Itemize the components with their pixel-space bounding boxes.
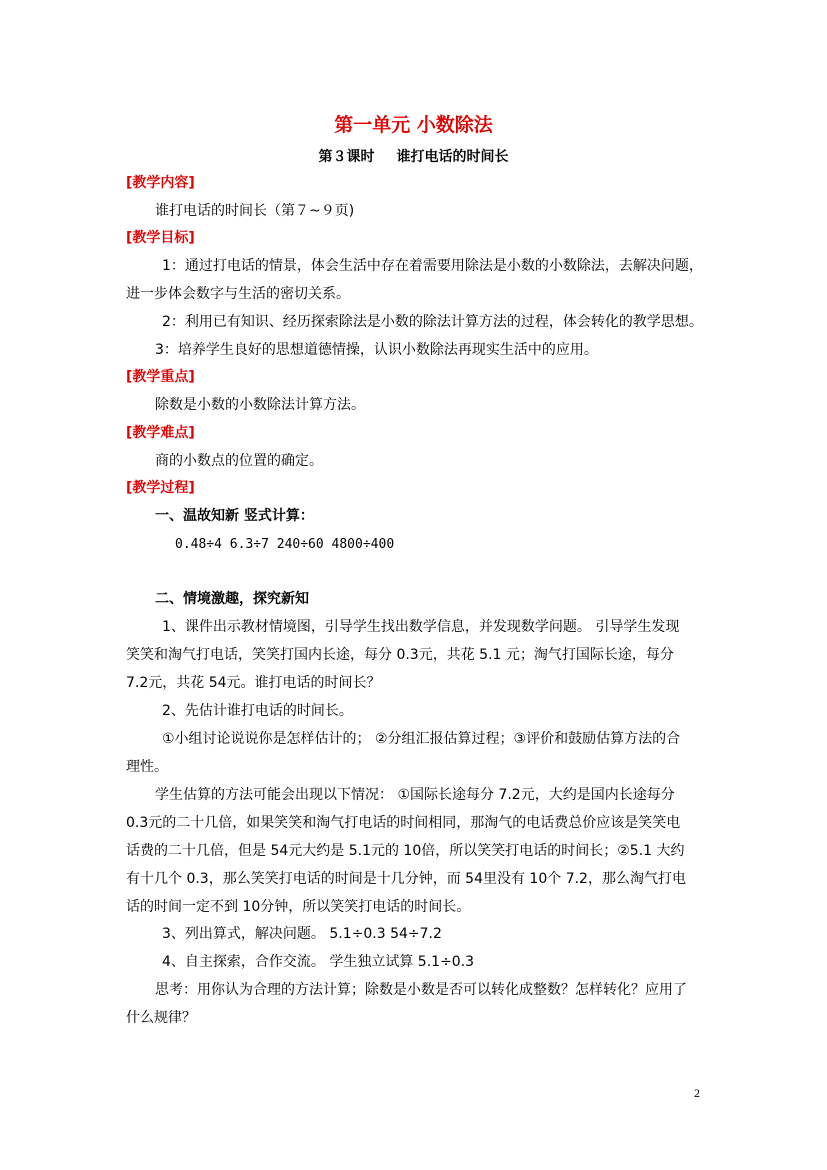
process-line: 理性。: [126, 759, 168, 775]
process-line: 3、列出算式，解决问题。 5.1÷0.3 54÷7.2: [162, 926, 442, 942]
goal-item: 2：利用已有知识、经历探索除法是小数的除法计算方法的过程，体会转化的教学思想。: [162, 314, 703, 330]
section-one-title: 一、温故知新 竖式计算：: [155, 508, 314, 524]
process-line: 2、先估计谁打电话的时间长。: [162, 703, 353, 719]
process-line: 什么规律？: [126, 1010, 196, 1026]
process-line: 有十几个 0.3，那么笑笑打电话的时间是十几分钟，而 54里没有 10个 7.2，那么淘气打电: [126, 871, 686, 887]
process-line: ①小组讨论说说你是怎样估计的； ②分组汇报估算过程；③评价和鼓励估算方法的合: [162, 731, 681, 747]
process-line: 思考：用你认为合理的方法计算；除数是小数是否可以转化成整数？怎样转化？应用了: [155, 982, 687, 998]
heading-process: [教学过程]: [126, 480, 195, 496]
lesson-number: 第３课时: [318, 149, 375, 165]
key-point-text: 除数是小数的小数除法计算方法。: [155, 397, 365, 413]
difficulty-text: 商的小数点的位置的确定。: [155, 453, 323, 469]
process-line: 学生估算的方法可能会出现以下情况： ①国际长途每分 7.2元，大约是国内长途每分: [155, 787, 675, 803]
heading-content: [教学内容]: [126, 175, 195, 191]
exercise-list: 0.48÷4 6.3÷7 240÷60 4800÷400: [175, 537, 395, 552]
content-text: 谁打电话的时间长（第７~９页): [155, 203, 355, 219]
process-line: 1、课件出示教材情境图，引导学生找出数学信息，并发现数学问题。 引导学生发现: [162, 619, 680, 635]
page-number: 2: [694, 1086, 700, 1100]
goal-item: 1：通过打电话的情景，体会生活中存在着需要用除法是小数的小数除法，去解决问题，: [162, 258, 703, 274]
heading-goals: [教学目标]: [126, 230, 195, 246]
process-line: 话费的二十几倍，但是 54元大约是 5.1元的 10倍，所以笑笑打电话的时间长；②5.1 大约: [126, 843, 685, 859]
goal-item: 进一步体会数字与生活的密切关系。: [126, 286, 350, 302]
goal-item: 3：培养学生良好的思想道德情操，认识小数除法再现实生活中的应用。: [155, 342, 598, 358]
process-line: 4、自主探索，合作交流。 学生独立试算 5.1÷0.3: [162, 954, 475, 970]
lesson-title: [0, 146, 827, 166]
process-line: 笑笑和淘气打电话，笑笑打国内长途，每分 0.3元，共花 5.1 元；淘气打国际长途，每分: [126, 647, 674, 663]
heading-difficulty: [教学难点]: [126, 425, 195, 441]
lesson-name: 谁打电话的时间长: [396, 149, 509, 165]
unit-title: 第一单元 小数除法: [334, 114, 493, 136]
process-line: 0.3元的二十几倍，如果笑笑和淘气打电话的时间相同，那淘气的电话费总价应该是笑笑电: [126, 815, 681, 831]
process-line: 7.2元，共花 54元。谁打电话的时间长？: [126, 675, 381, 691]
section-two-title: 二、情境激趣，探究新知: [155, 591, 309, 607]
process-line: 话的时间一定不到 10分钟，所以笑笑打电话的时间长。: [126, 899, 471, 915]
heading-key-point: [教学重点]: [126, 369, 195, 385]
